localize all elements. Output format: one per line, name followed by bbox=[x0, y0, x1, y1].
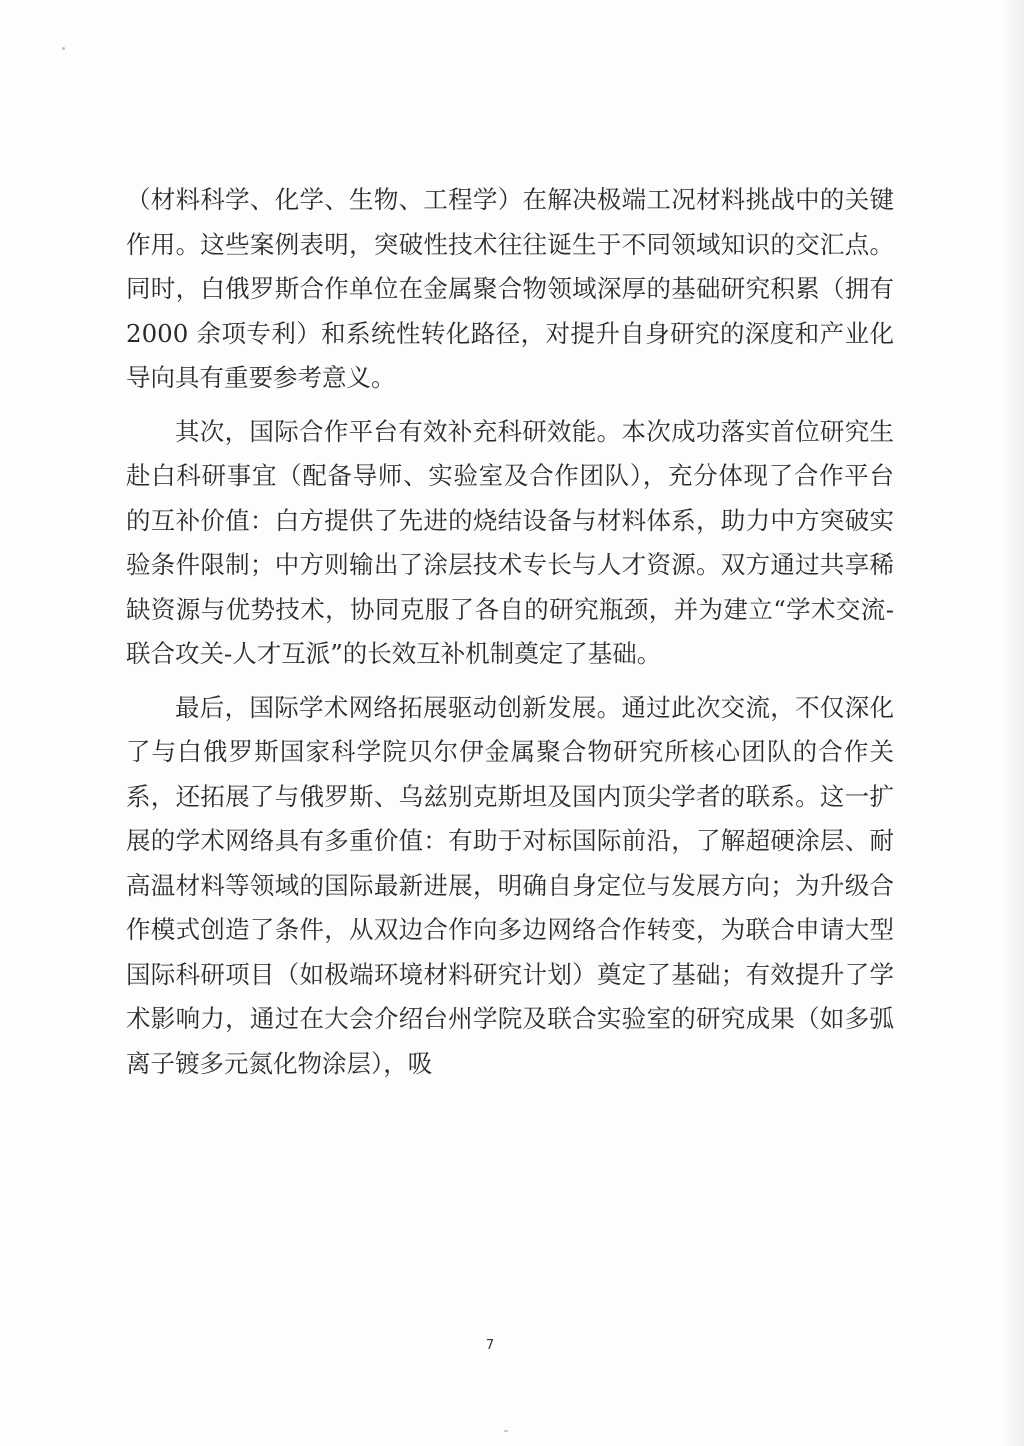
scan-edge-shadow bbox=[1002, 0, 1024, 1446]
paragraph-second-point: 其次，国际合作平台有效补充科研效能。本次成功落实首位研究生赴白科研事宜（配备导师、实验室及合作团队），充分体现了合作平台的互补价值：白方提供了先进的烧结设备与材料体系，助力中方突破实验条件限制；中方则输出了涂层技术专长与人才资源。双方通过共享稀缺资源与优势技术，协同克服了各自的研究瓶颈，并为建立“学术交流-联合攻关-人才互派”的长效互补机制奠定了基础。 bbox=[126, 416, 894, 668]
scan-speck bbox=[504, 1430, 508, 1432]
page-number: 7 bbox=[485, 1338, 495, 1353]
body-text bbox=[126, 178, 894, 1086]
paragraph-final-point: 最后，国际学术网络拓展驱动创新发展。通过此次交流，不仅深化了与白俄罗斯国家科学院贝尔伊金属聚合物研究所核心团队的合作关系，还拓展了与俄罗斯、乌兹别克斯坦及国内顶尖学者的联系。这一扩展的学术网络具有多重价值：有助于对标国际前沿，了解超硬涂层、耐高温材料等领域的国际最新进展，明确自身定位与发展方向；为升级合作模式创造了条件，从双边合作向多边网络合作转变，为联合申请大型国际科研项目（如极端环境材料研究计划）奠定了基础；有效提升了学术影响力，通过在大会介绍台州学院及联合实验室的研究成果（如多弧离子镀多元氮化物涂层），吸 bbox=[126, 692, 894, 1078]
paragraph-continuation: （材料科学、化学、生物、工程学）在解决极端工况材料挑战中的关键作用。这些案例表明，突破性技术往往诞生于不同领域知识的交汇点。同时，白俄罗斯合作单位在金属聚合物领域深厚的基础研究积累（拥有 2000 余项专利）和系统性转化路径，对提升自身研究的深度和产业化导向具有重要参考意义。 bbox=[126, 185, 894, 392]
scan-speck bbox=[62, 47, 65, 50]
